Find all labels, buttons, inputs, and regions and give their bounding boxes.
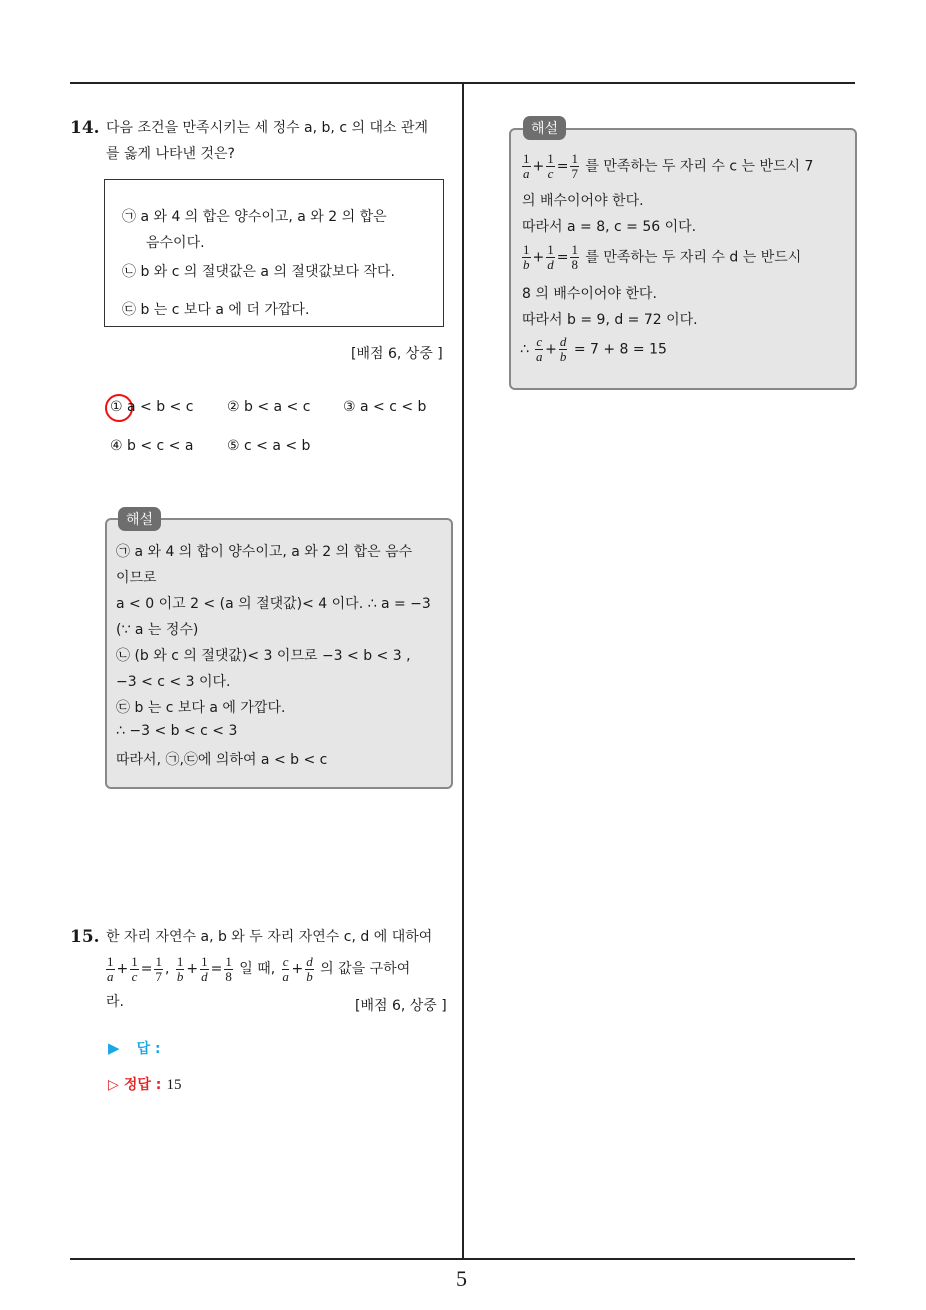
- question-14-stem-line2: 를 옳게 나타낸 것은?: [106, 146, 235, 162]
- choice-1[interactable]: ① a < b < c: [110, 399, 194, 415]
- answer-key-value: 15: [166, 1077, 182, 1093]
- question-14-stem-line1: 다음 조건을 만족시키는 세 정수 a, b, c 의 대소 관계: [106, 120, 428, 136]
- answer-key-label: 정답 :: [123, 1077, 162, 1093]
- solution-14-line: a < 0 이고 2 < (a 의 절댓값)< 4 이다. ∴ a = −3: [116, 596, 431, 612]
- question-15-stem-line2: $\frac{1}{a}$ + $\frac{1}{c}$ = $\frac{1}{7}$ , $\frac{1}{b}$ + $\frac{1}{d}$ = $\frac{1}{8}$ 일 때, $\frac{c}{a}$ + $\frac{d}{b}$ 의 값을 구하여: [107, 953, 411, 984]
- solution-14-line: 이므로: [116, 570, 157, 586]
- solution-15-line5: 8 의 배수이어야 한다.: [522, 286, 657, 302]
- choice-5[interactable]: ⑤ c < a < b: [227, 438, 311, 454]
- solution-15-line6: 따라서 b = 9, d = 72 이다.: [522, 312, 698, 328]
- frac-1-over-8: $\frac{1}{8}$: [225, 953, 232, 984]
- solution-14-line: (∵ a 는 정수): [116, 622, 199, 638]
- frac-1-over-b: $\frac{1}{b}$: [176, 953, 184, 984]
- column-divider: [462, 82, 464, 1259]
- solution-tag-15: 해설: [523, 116, 566, 140]
- solution-14-line: ∴ −3 < b < c < 3: [116, 723, 238, 739]
- bottom-rule: [70, 1258, 855, 1260]
- stem-text-find: 의 값을 구하여: [320, 961, 411, 977]
- frac-1-over-c: $\frac{1}{c}$: [131, 953, 138, 984]
- solution-15-line3: 따라서 a = 8, c = 56 이다.: [522, 219, 697, 235]
- solution-tag-14: 해설: [118, 507, 161, 531]
- question-15-number: 15.: [70, 927, 100, 947]
- frac-1-over-7: $\frac{1}{7}$: [155, 953, 162, 984]
- choice-2[interactable]: ② b < a < c: [227, 399, 311, 415]
- condition-1: ㉠ a 와 4 의 합은 양수이고, a 와 2 의 합은: [122, 209, 387, 225]
- answer-row: [108, 1038, 161, 1058]
- answer-key-row: [108, 1074, 182, 1094]
- choice-3[interactable]: ③ a < c < b: [343, 399, 427, 415]
- question-14-score: [배점 6, 상중 ]: [351, 346, 443, 362]
- answer-label: 답 :: [136, 1041, 161, 1057]
- solution-14-line: −3 < c < 3 이다.: [116, 674, 231, 690]
- question-14-number: 14.: [70, 118, 100, 138]
- solution-14-line: 따라서, ㉠,㉢에 의하여 a < b < c: [116, 752, 328, 768]
- stem-text-when: 일 때,: [239, 961, 276, 977]
- choice-4[interactable]: ④ b < c < a: [110, 438, 194, 454]
- solution-15-line7: ∴ $\frac{c}{a}$ + $\frac{d}{b}$ = 7 + 8 = 15: [520, 334, 667, 364]
- solution-14-line: ㉡ (b 와 c 의 절댓값)< 3 이므로 −3 < b < 3 ,: [116, 648, 411, 664]
- answer-key-arrow-icon: ▷: [108, 1077, 119, 1093]
- solution-15-line4: $\frac{1}{b}$ + $\frac{1}{d}$ = $\frac{1}{8}$ 를 만족하는 두 자리 수 d 는 반드시: [523, 242, 802, 272]
- solution-15-line1: $\frac{1}{a}$ + $\frac{1}{c}$ = $\frac{1}{7}$ 를 만족하는 두 자리 수 c 는 반드시 7: [523, 151, 814, 181]
- question-15-score: [배점 6, 상중 ]: [355, 998, 447, 1014]
- question-15-stem-line1: 한 자리 자연수 a, b 와 두 자리 자연수 c, d 에 대하여: [106, 929, 433, 945]
- frac-d-over-b: $\frac{d}{b}$: [306, 953, 313, 984]
- answer-arrow-icon: ▶: [108, 1039, 120, 1057]
- solution-15-line2: 의 배수이어야 한다.: [522, 193, 644, 209]
- question-15-stem-line3: 라.: [106, 994, 124, 1010]
- frac-1-over-d: $\frac{1}{d}$: [201, 953, 208, 984]
- frac-1-over-a: $\frac{1}{a}$: [107, 953, 114, 984]
- condition-3: ㉢ b 는 c 보다 a 에 더 가깝다.: [122, 302, 310, 318]
- frac-c-over-a: $\frac{c}{a}$: [282, 953, 289, 984]
- condition-2: ㉡ b 와 c 의 절댓값은 a 의 절댓값보다 작다.: [122, 264, 396, 280]
- solution-14-line: ㉠ a 와 4 의 합이 양수이고, a 와 2 의 합은 음수: [116, 544, 413, 560]
- page-number: 5: [456, 1266, 467, 1291]
- condition-1-cont: 음수이다.: [146, 235, 205, 251]
- solution-14-line: ㉢ b 는 c 보다 a 에 가깝다.: [116, 700, 286, 716]
